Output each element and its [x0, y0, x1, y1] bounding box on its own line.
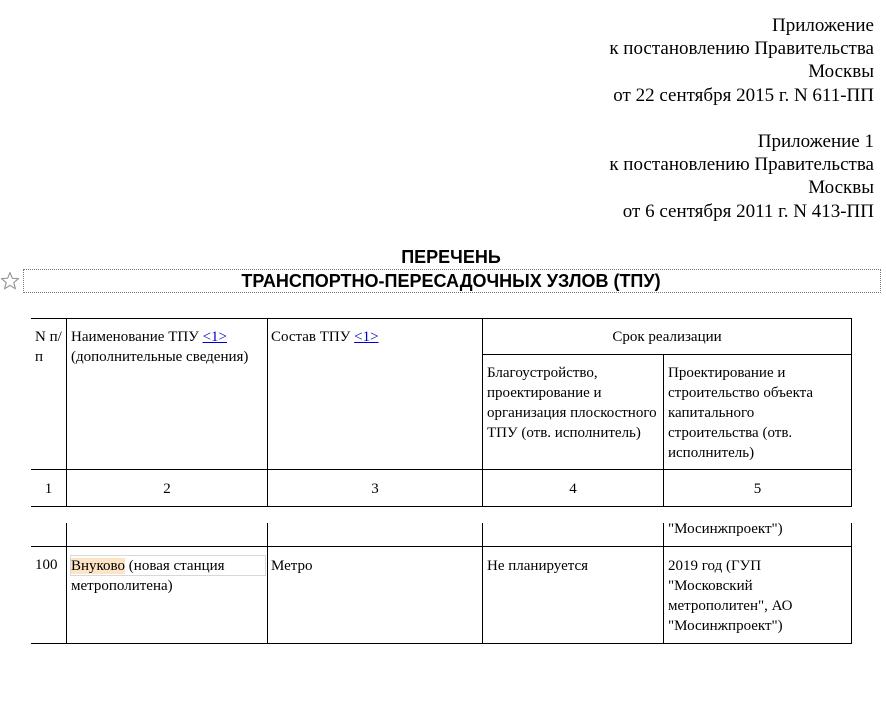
column-number: 2 [163, 481, 171, 497]
appendix-ref: к постановлению Правительства [609, 154, 874, 176]
table-row-number: 100 [35, 557, 58, 573]
appendix-header-original [609, 130, 874, 223]
header-name [71, 327, 266, 367]
appendix-city: Москвы [808, 61, 874, 83]
column-number: 5 [753, 481, 762, 497]
header-number: N п/п [35, 329, 62, 365]
header-construction: Проектирование и строительство объекта капитального строительства (отв. исполнитель) [668, 365, 814, 461]
appendix-title: Приложение 1 [757, 131, 874, 152]
document-title: ПЕРЕЧЕНЬ [401, 247, 501, 267]
header-name-sub: (дополнительные сведения) [71, 349, 249, 365]
appendix-date: от 22 сентября 2015 г. N 611-ПП [613, 84, 874, 106]
column-number: 3 [371, 481, 379, 497]
header-landscaping: Благоустройство, проектирование и организация плоскостного ТПУ (отв. исполнитель) [487, 365, 657, 441]
header-composition [271, 327, 481, 347]
appendix-header-current [609, 14, 874, 107]
table-row-construction: 2019 год (ГУП "Московский метрополитен", АО "Мосинжпроект") [668, 558, 793, 634]
table-row-name [71, 556, 261, 596]
footnote-link[interactable]: <1> [354, 329, 379, 345]
appendix-date: от 6 сентября 2011 г. N 413-ПП [622, 200, 874, 222]
appendix-title: Приложение [772, 15, 874, 36]
table-row-landscaping: Не планируется [487, 558, 589, 574]
star-icon[interactable] [0, 271, 20, 291]
appendix-city: Москвы [808, 177, 874, 199]
document-subtitle: ТРАНСПОРТНО-ПЕРЕСАДОЧНЫХ УЗЛОВ (ТПУ) [241, 271, 661, 291]
table-row-name-rest: (новая станция метрополитена) [71, 558, 225, 594]
partial-row-executor: "Мосинжпроект") [668, 521, 783, 537]
column-number: 1 [44, 481, 53, 497]
header-implementation-period: Срок реализации [612, 329, 722, 345]
search-highlight: Внуково [71, 558, 126, 574]
footnote-link[interactable]: <1> [202, 329, 227, 345]
appendix-ref: к постановлению Правительства [609, 38, 874, 60]
header-composition-label: Состав ТПУ [271, 329, 355, 345]
table-row-composition: Метро [271, 558, 313, 574]
column-number: 4 [569, 481, 577, 497]
header-name-label: Наименование ТПУ [71, 329, 203, 345]
